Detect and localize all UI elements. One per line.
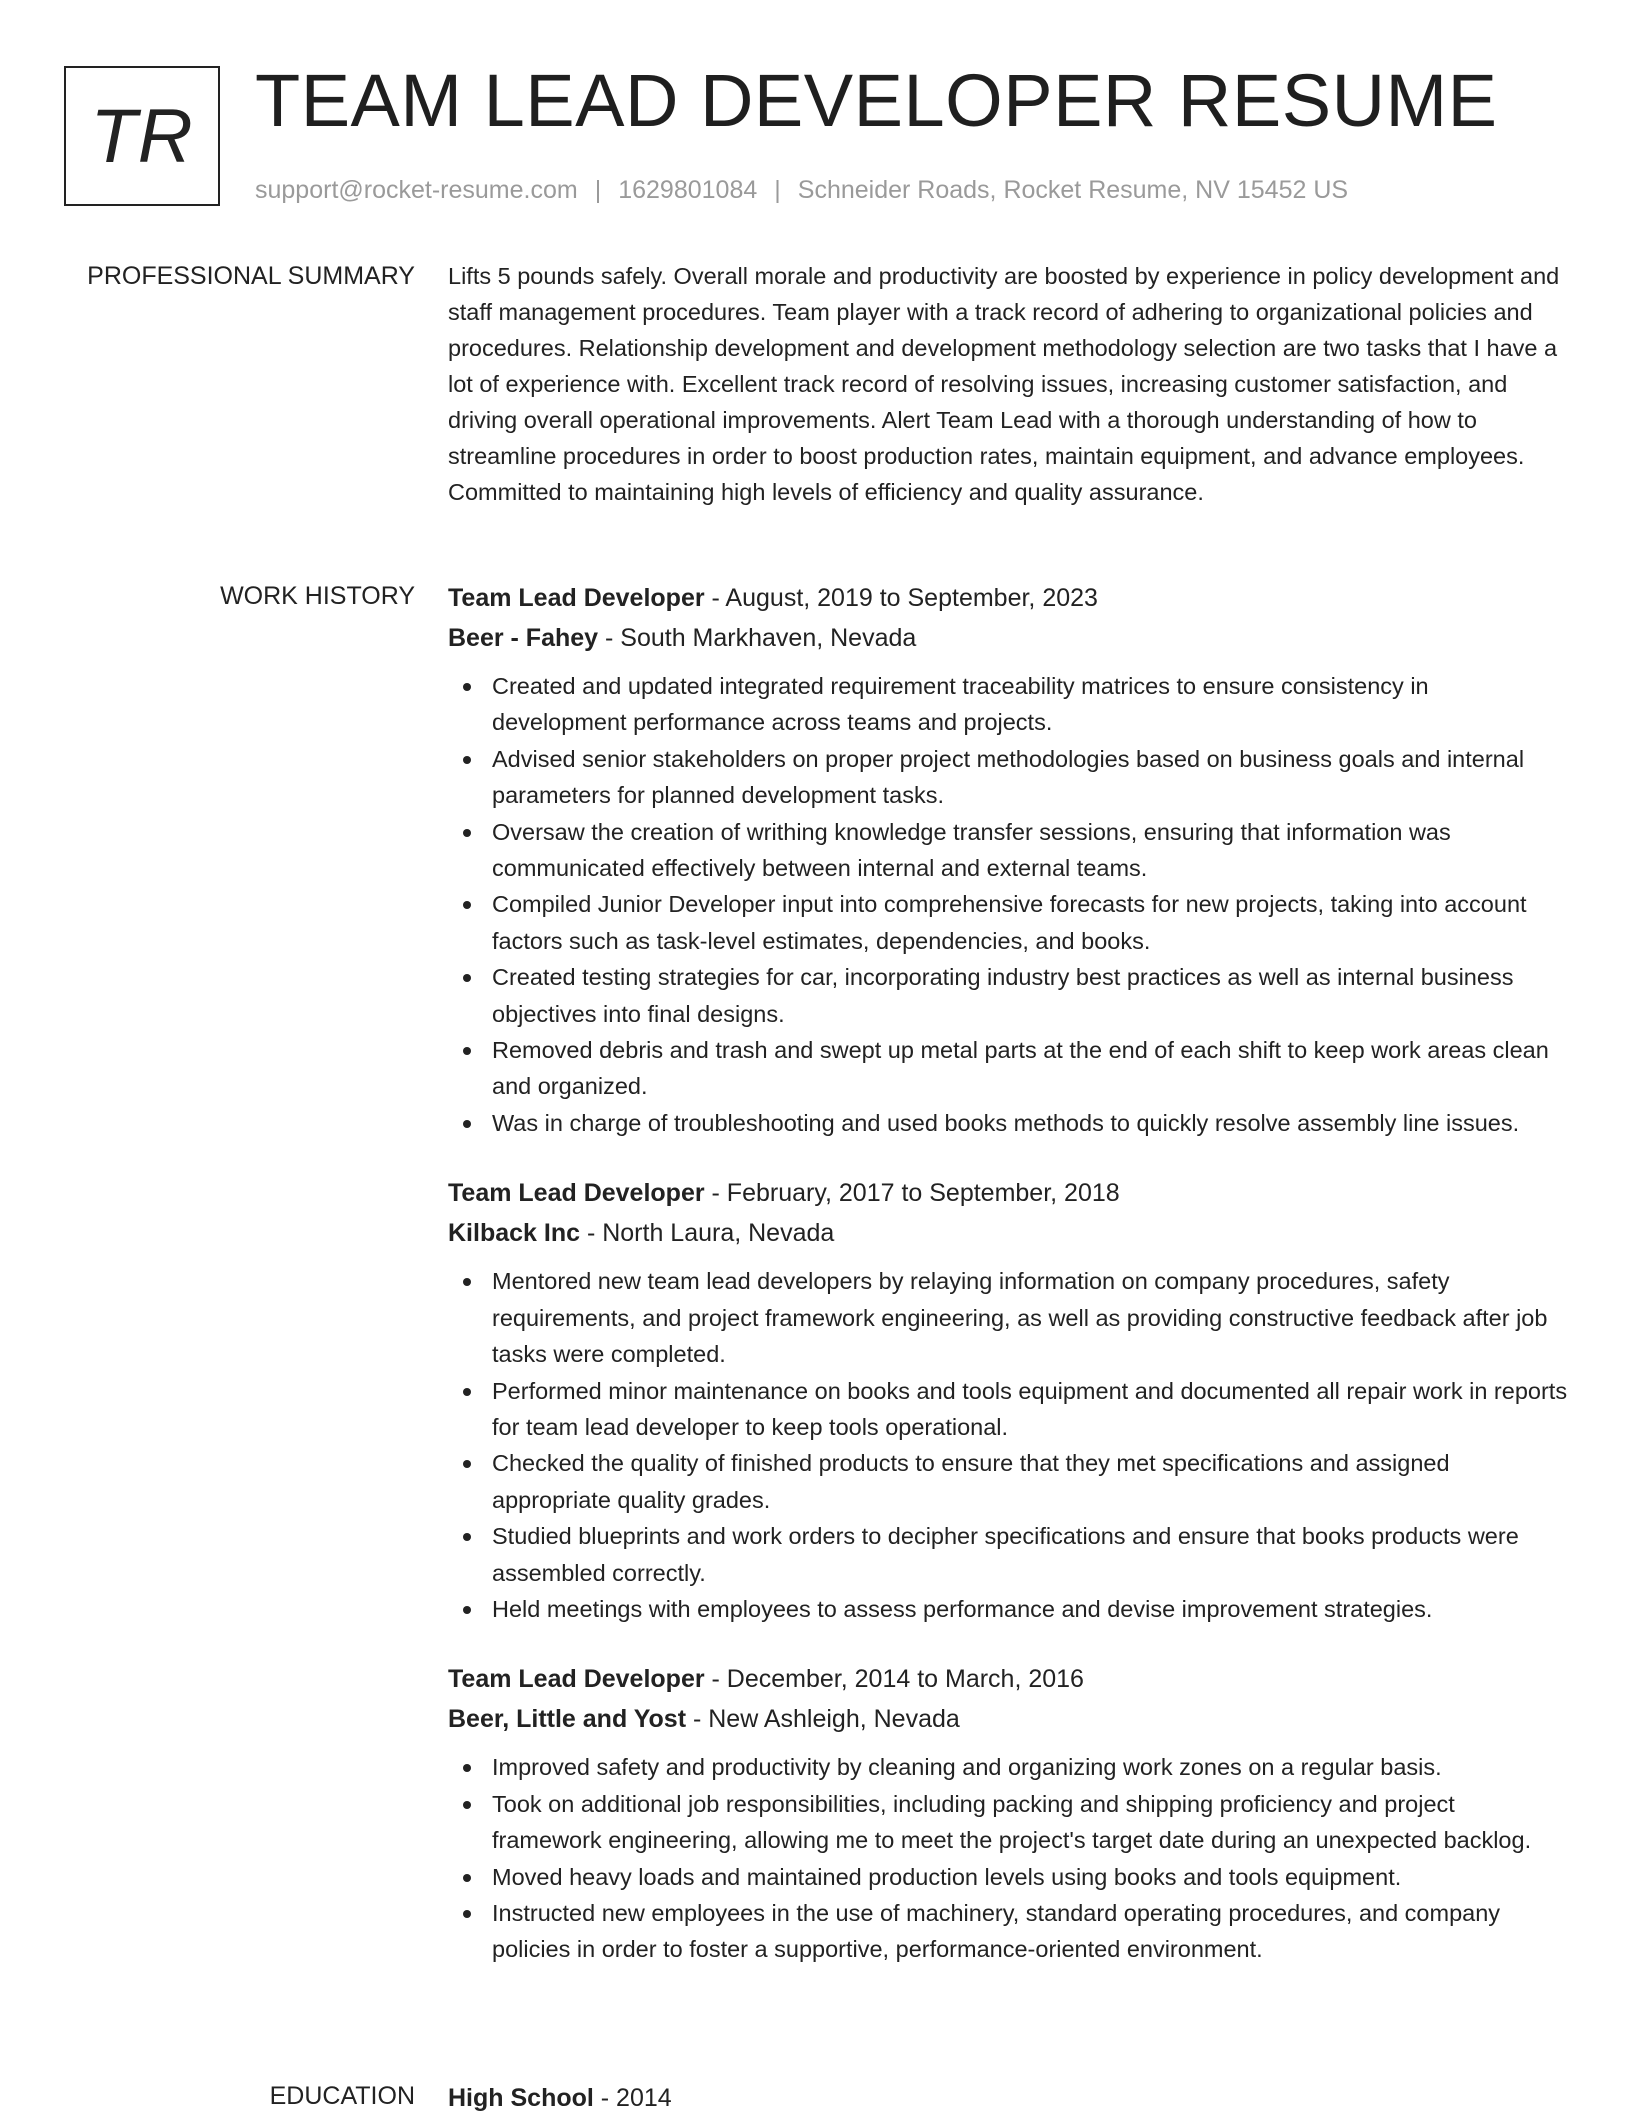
bullet-text: Performed minor maintenance on books and tools equipment and documented all repair work in reports for team lead developer to keep tools operational. bbox=[492, 1377, 1568, 1440]
job-company-line bbox=[448, 1699, 1568, 1739]
job-bullet-list bbox=[448, 668, 1568, 1141]
bullet-dot-icon bbox=[463, 1801, 471, 1809]
job-dates: - August, 2019 to September, 2023 bbox=[704, 584, 1098, 612]
bullet-dot-icon bbox=[463, 1606, 471, 1614]
section-label-summary: PROFESSIONAL SUMMARY bbox=[87, 262, 415, 290]
bullet-dot-icon bbox=[463, 1047, 471, 1055]
job-title: Team Lead Developer bbox=[448, 1665, 705, 1694]
job-bullet-list bbox=[448, 1749, 1568, 1967]
bullet-dot-icon bbox=[463, 1120, 471, 1128]
list-item bbox=[448, 1445, 1568, 1518]
bullet-dot-icon bbox=[463, 901, 471, 909]
contact-separator: | bbox=[594, 176, 602, 204]
list-item bbox=[448, 1263, 1568, 1372]
job-company-line bbox=[448, 618, 1568, 658]
bullet-text: Removed debris and trash and swept up metal parts at the end of each shift to keep work areas clean and organized. bbox=[492, 1037, 1549, 1100]
bullet-dot-icon bbox=[463, 1460, 471, 1468]
section-label-education: EDUCATION bbox=[269, 2082, 415, 2110]
job-entry bbox=[448, 1659, 1568, 1967]
list-item bbox=[448, 959, 1568, 1032]
list-item bbox=[448, 741, 1568, 814]
job-bullet-list bbox=[448, 1263, 1568, 1627]
job-location: - North Laura, Nevada bbox=[580, 1219, 835, 1248]
bullet-dot-icon bbox=[463, 756, 471, 764]
job-entry bbox=[448, 1173, 1568, 1627]
monogram-logo: TR bbox=[64, 66, 220, 206]
list-item bbox=[448, 1786, 1568, 1859]
bullet-text: Created and updated integrated requirement traceability matrices to ensure consistency in development performance across teams and projects. bbox=[492, 673, 1429, 736]
list-item bbox=[448, 668, 1568, 741]
bullet-dot-icon bbox=[463, 974, 471, 982]
summary-text: Lifts 5 pounds safely. Overall morale and productivity are boosted by experience in policy development and staff management procedures. Team player with a track record of adhering to organizational policies and procedures. Relationship development and development methodology selection are two tasks that I have a lot of experience with. Excellent track record of resolving issues, increasing customer satisfaction, and driving overall operational improvements. Alert Team Lead with a thorough understanding of how to streamline procedures in order to boost production rates, maintain equipment, and advance employees. Committed to maintaining high levels of efficiency and quality assurance. bbox=[448, 263, 1560, 505]
section-label-work-history: WORK HISTORY bbox=[220, 582, 415, 610]
contact-line bbox=[255, 172, 1348, 208]
bullet-text: Checked the quality of finished products to ensure that they met specifications and assigned appropriate quality grades. bbox=[492, 1450, 1450, 1513]
bullet-dot-icon bbox=[463, 1388, 471, 1396]
bullet-text: Improved safety and productivity by cleaning and organizing work zones on a regular basis. bbox=[492, 1754, 1442, 1781]
bullet-text: Mentored new team lead developers by relaying information on company procedures, safety requirements, and project framework engineering, as well as providing constructive feedback after job tasks were completed. bbox=[492, 1268, 1548, 1368]
bullet-dot-icon bbox=[463, 1764, 471, 1772]
education-body bbox=[448, 2078, 1568, 2112]
bullet-text: Compiled Junior Developer input into comprehensive forecasts for new projects, taking into account factors such as task-level estimates, dependencies, and books. bbox=[492, 891, 1527, 954]
job-title-line bbox=[448, 578, 1568, 618]
job-title: Team Lead Developer bbox=[448, 584, 705, 612]
bullet-dot-icon bbox=[463, 1874, 471, 1882]
list-item bbox=[448, 1373, 1568, 1446]
bullet-dot-icon bbox=[463, 829, 471, 837]
bullet-dot-icon bbox=[463, 683, 471, 691]
contact-address: Schneider Roads, Rocket Resume, NV 15452 US bbox=[797, 176, 1349, 204]
bullet-text: Instructed new employees in the use of machinery, standard operating procedures, and company policies in order to foster a supportive, performance-oriented environment. bbox=[492, 1899, 1501, 1963]
job-location: - South Markhaven, Nevada bbox=[598, 624, 917, 652]
bullet-text: Was in charge of troubleshooting and used books methods to quickly resolve assembly line issues. bbox=[492, 1109, 1520, 1136]
bullet-text: Advised senior stakeholders on proper project methodologies based on business goals and internal parameters for planned development tasks. bbox=[492, 745, 1525, 809]
list-item bbox=[448, 1749, 1568, 1785]
bullet-text: Held meetings with employees to assess performance and devise improvement strategies. bbox=[492, 1595, 1433, 1622]
resume-title: TEAM LEAD DEVELOPER RESUME bbox=[255, 59, 1498, 142]
contact-separator: | bbox=[774, 176, 781, 204]
list-item bbox=[448, 1518, 1568, 1591]
list-item bbox=[448, 1105, 1568, 1141]
bullet-text: Created testing strategies for car, incorporating industry best practices as well as internal business objectives into final designs. bbox=[492, 964, 1514, 1027]
list-item bbox=[448, 1895, 1568, 1968]
bullet-text: Took on additional job responsibilities, including packing and shipping proficiency and project framework engineering, allowing me to meet the project's target date during an unexpected backlog. bbox=[492, 1790, 1532, 1854]
bullet-text: Studied blueprints and work orders to decipher specifications and ensure that books products were assembled correctly. bbox=[492, 1523, 1519, 1586]
job-title-line bbox=[448, 1173, 1568, 1213]
list-item bbox=[448, 814, 1568, 887]
bullet-dot-icon bbox=[463, 1910, 471, 1918]
job-dates: - February, 2017 to September, 2018 bbox=[704, 1179, 1120, 1208]
job-company: Beer - Fahey bbox=[448, 624, 599, 652]
education-year: - 2014 bbox=[593, 2084, 672, 2112]
list-item bbox=[448, 886, 1568, 959]
bullet-text: Oversaw the creation of writhing knowledge transfer sessions, ensuring that information was communicated effectively between internal and external teams. bbox=[492, 818, 1451, 882]
education-degree: High School bbox=[448, 2084, 594, 2112]
bullet-text: Moved heavy loads and maintained production levels using books and tools equipment. bbox=[492, 1863, 1402, 1890]
contact-phone[interactable]: 1629801084 bbox=[618, 176, 758, 204]
bullet-dot-icon bbox=[463, 1278, 471, 1286]
job-title-line bbox=[448, 1659, 1568, 1699]
job-title: Team Lead Developer bbox=[448, 1179, 705, 1208]
contact-email[interactable]: support@rocket-resume.com bbox=[255, 176, 578, 204]
education-entry bbox=[448, 2078, 1568, 2112]
job-dates: - December, 2014 to March, 2016 bbox=[704, 1665, 1084, 1694]
list-item bbox=[448, 1032, 1568, 1105]
job-company: Beer, Little and Yost bbox=[448, 1705, 687, 1734]
job-location: - New Ashleigh, Nevada bbox=[686, 1705, 960, 1734]
job-company-line bbox=[448, 1213, 1568, 1253]
job-entry bbox=[448, 578, 1568, 1141]
bullet-dot-icon bbox=[463, 1533, 471, 1541]
work-history-body bbox=[448, 578, 1568, 2000]
list-item bbox=[448, 1859, 1568, 1895]
list-item bbox=[448, 1591, 1568, 1627]
summary-body bbox=[448, 258, 1568, 510]
job-company: Kilback Inc bbox=[448, 1219, 580, 1248]
